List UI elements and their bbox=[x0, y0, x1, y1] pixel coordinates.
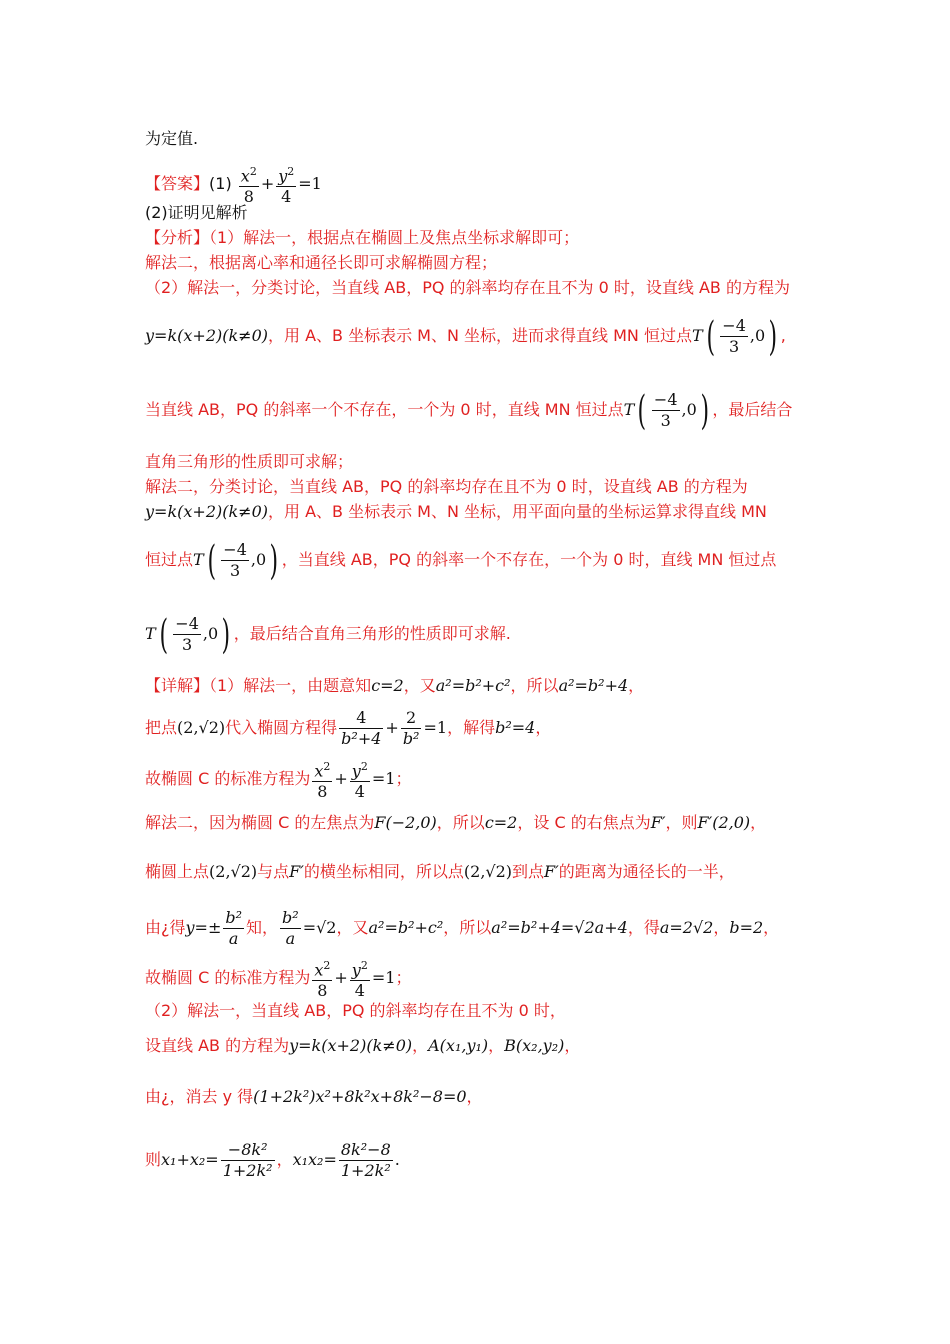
text-line: 设直线 AB 的方程为y=k(x+2)(k≠0)，A(x₁,y₁)，B(x₂,y₂)， bbox=[145, 1036, 581, 1055]
text-line: 直角三角形的性质即可求解； bbox=[145, 452, 354, 471]
text-line: y=k(x+2)(k≠0)，用 A、B 坐标表示 M、N 坐标，进而求得直线 MN 恒过点T( $\frac{-4}{3}$ ,0) , bbox=[145, 313, 786, 360]
text-line: T( $\frac{-4}{3}$ ,0) ，最后结合直角三角形的性质即可求解. bbox=[145, 611, 511, 658]
text-line: 椭圆上点(2,√2)与点F′的横坐标相同，所以点(2,√2)到点F′的距离为通径长的一半， bbox=[145, 862, 735, 881]
text-line: (2)证明见解析 bbox=[145, 203, 248, 222]
answer-label: 【答案】 bbox=[145, 174, 210, 194]
text-line: （2）解法一，分类讨论，当直线 AB，PQ 的斜率均存在且不为 0 时，设直线 AB 的方程为 bbox=[145, 278, 790, 297]
text-line: 恒过点T( $\frac{-4}{3}$ ,0) ，当直线 AB，PQ 的斜率一个不存在，一个为 0 时，直线 MN 恒过点 bbox=[145, 537, 777, 584]
fraction: $\frac{y^2}{4}$ bbox=[276, 162, 296, 207]
text-line: 故椭圆 C 的标准方程为 $\frac{x^2}{8}$ + $\frac{y^2}{4}$ =1； bbox=[145, 956, 411, 1001]
text-line: 解法二，根据离心率和通径长即可求解椭圆方程； bbox=[145, 253, 498, 272]
text-line: 解法二，因为椭圆 C 的左焦点为F(−2,0)，所以c=2，设 C 的右焦点为F′，则F′(2,0)， bbox=[145, 813, 767, 832]
detail-line: 【详解】（1）解法一，由题意知c=2，又a²=b²+c²，所以a²=b²+4， bbox=[145, 676, 645, 695]
text-line: 当直线 AB，PQ 的斜率一个不存在，一个为 0 时，直线 MN 恒过点T( $\frac{-4}{3}$ ,0) ，最后结合 bbox=[145, 387, 793, 434]
text-line: （2）解法一，当直线 AB，PQ 的斜率均存在且不为 0 时， bbox=[145, 1001, 566, 1020]
text-line: 故椭圆 C 的标准方程为 $\frac{x^2}{8}$ + $\frac{y^2}{4}$ =1； bbox=[145, 757, 411, 802]
text-line: 解法二，分类讨论，当直线 AB，PQ 的斜率均存在且不为 0 时，设直线 AB 的方程为 bbox=[145, 477, 748, 496]
text-line: 由¿，消去 y 得(1+2k²)x²+8k²x+8k²−8=0， bbox=[145, 1087, 483, 1106]
text-line: 由¿得y=± $\frac{\text{b²}}{a}$ 知， $\frac{\text{b²}}{a}$ =√2，又a²=b²+c²，所以a²=b²+4=√2a+4，得a=2√2，b=2， bbox=[145, 908, 780, 948]
analysis-line: 【分析】（1）解法一，根据点在椭圆上及焦点坐标求解即可； bbox=[145, 228, 580, 247]
text-line: 则x₁+x₂= $\frac{\text{−8k²}}{\text{1+2k²}}$ ，x₁x₂= $\frac{\text{8k²−8}}{\text{1+2k²}}$ . bbox=[145, 1140, 400, 1180]
text-line: 为定值. bbox=[145, 129, 199, 148]
fraction: $\frac{x^2}{8}$ bbox=[239, 162, 259, 207]
answer-line: 【答案】(1) $\frac{x^2}{8}$ + $\frac{y^2}{4}$ =1 bbox=[145, 162, 322, 207]
text-line: y=k(x+2)(k≠0)，用 A、B 坐标表示 M、N 坐标，用平面向量的坐标运算求得直线 MN bbox=[145, 502, 767, 521]
text-line: 把点(2,√2)代入椭圆方程得 $\frac{4}{\text{b²+4}}$ + $\frac{2}{\text{b²}}$ =1，解得b²=4， bbox=[145, 708, 552, 748]
